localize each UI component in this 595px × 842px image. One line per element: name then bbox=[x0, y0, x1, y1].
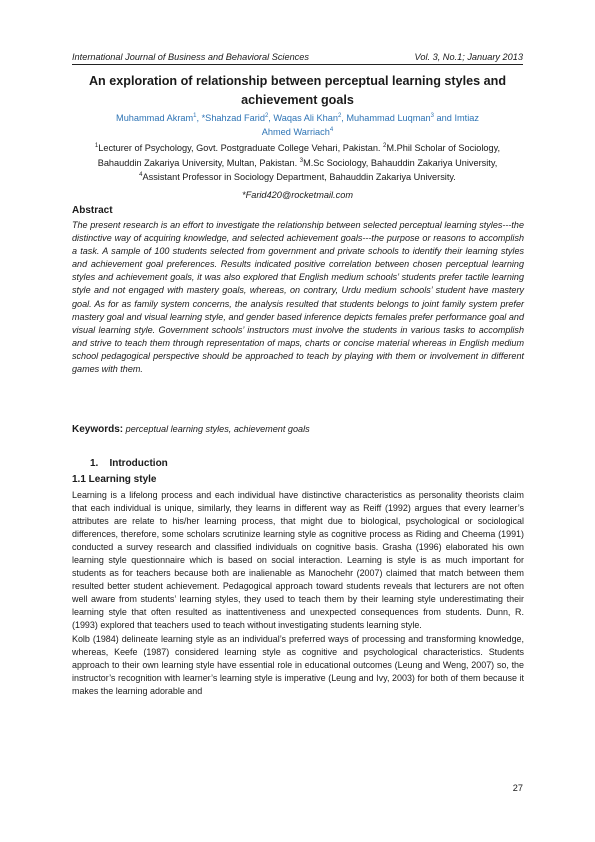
author: Muhammad Akram$^1$, bbox=[116, 112, 202, 123]
author: Waqas Ali Khan$^2$, bbox=[273, 112, 347, 123]
keywords bbox=[72, 423, 310, 436]
page-number: 27 bbox=[512, 783, 523, 793]
abstract-body: The present research is an effort to investigate the relationship between selected perceptual learning styles---the distinctive way of acquiring knowledge, and selected achievement goals---the purpose or reasons to accomplish a task. A sample of 100 students selected from government and private schools to identify their learning styles and achievement goal preferences. Results indicated positive correlation between chosen perceptual learning styles and achievement goals, it was also explored that English medium schools’ students prefer tactile learning style and not engaged with mastery goals, whereas, on contrary, Urdu medium schools’ student have mastery goal. As for as family system concerns, the analysis resulted that students belongs to joint family system prefer mastery goal and visual learning style, and gender based inference depicts females prefer performance goal and visual learning style. Government schools’ instructors must involve the students in various tasks to accomplish and strive to teach them through representation of maps, charts or concise material whereas in English medium school pedagogical perspective should be approached to teach by playing with them or involvement in different games with them. bbox=[72, 220, 524, 375]
abstract-heading: Abstract bbox=[72, 205, 113, 216]
paragraph: Kolb (1984) delineate learning style as an individual’s preferred ways of processing and transforming knowledge, whereas, Keefe (1987) considered learning style as cognitive and psychological characteristics. Students approach to their own learning style have essential role in educational outcomes (Leung and Weng, 2007) so, the instructor’s recognition with learner’s learning style is imperative (Leung and Ivy, 2003) for both of them because it makes the learning adorable and bbox=[72, 633, 524, 696]
affiliation: $^2$M.Phil Scholar of Sociology, Bahauddin Zakariya University, Multan, Pakistan. bbox=[97, 142, 501, 168]
affiliation: $^1$Lecturer of Psychology, Govt. Postgraduate College Vehari, Pakistan. bbox=[94, 142, 384, 153]
author: Muhammad Luqman$^3$ and bbox=[346, 112, 455, 123]
subsection-heading: 1.1 Learning style bbox=[72, 474, 157, 485]
affiliations bbox=[72, 141, 523, 185]
section-heading-introduction bbox=[90, 458, 168, 469]
corresponding-email: *Farid420@rocketmail.com bbox=[242, 190, 353, 200]
journal-name: International Journal of Business and Behavioral Sciences bbox=[72, 52, 309, 62]
body-text bbox=[72, 489, 524, 698]
running-header bbox=[72, 48, 523, 65]
paragraph: Learning is a lifelong process and each individual have distinctive characteristics as personality theorists claim that each individual is unique, similarly, they learns in different way as Reiff (1992) argues that every learner’s attributes are relate to his/her learning process, that might due to biological, psychological or sociological differences, therefore, some scholars scrutinize learning style as cognitive process as Riding and Cheema (1991) conducted a survey research and classified individuals on cognitive basis. Grasha (1996) elaborated his own learning style questionnaire which is based on social interaction. Learning is style is as much important for students as for teachers because both are inalienable as Manochehr (2007) claimed that match between them resulted better student achievement. Pedagogical approach toward students reveals that lecturers are not often well aware from students’ learning styles, they used to teach them by their learning style underestimating their learning style that often resulted as inattentiveness and unexpected consequences from students. Dunn, R. (1993) explored that teachers used to teach without investigating students learning style. bbox=[72, 490, 524, 631]
author-list bbox=[105, 111, 490, 139]
keywords-label: Keywords: bbox=[72, 424, 124, 435]
author: Imtiaz Ahmed Warriach$^4$ bbox=[261, 113, 479, 137]
affiliation: $^3$M.Sc Sociology, Bahauddin Zakariya University, bbox=[299, 157, 498, 168]
section-number: 1. bbox=[90, 458, 99, 469]
author: *Shahzad Farid$^2$, bbox=[201, 112, 274, 123]
volume-info: Vol. 3, No.1; January 2013 bbox=[414, 52, 523, 62]
paper-title: An exploration of relationship between perceptual learning styles and achievement goals bbox=[88, 74, 507, 107]
keywords-text: perceptual learning styles, achievement goals bbox=[125, 424, 310, 434]
section-title: Introduction bbox=[109, 458, 168, 469]
affiliation: $^4$Assistant Professor in Sociology Department, Bahauddin Zakariya University. bbox=[139, 172, 456, 183]
